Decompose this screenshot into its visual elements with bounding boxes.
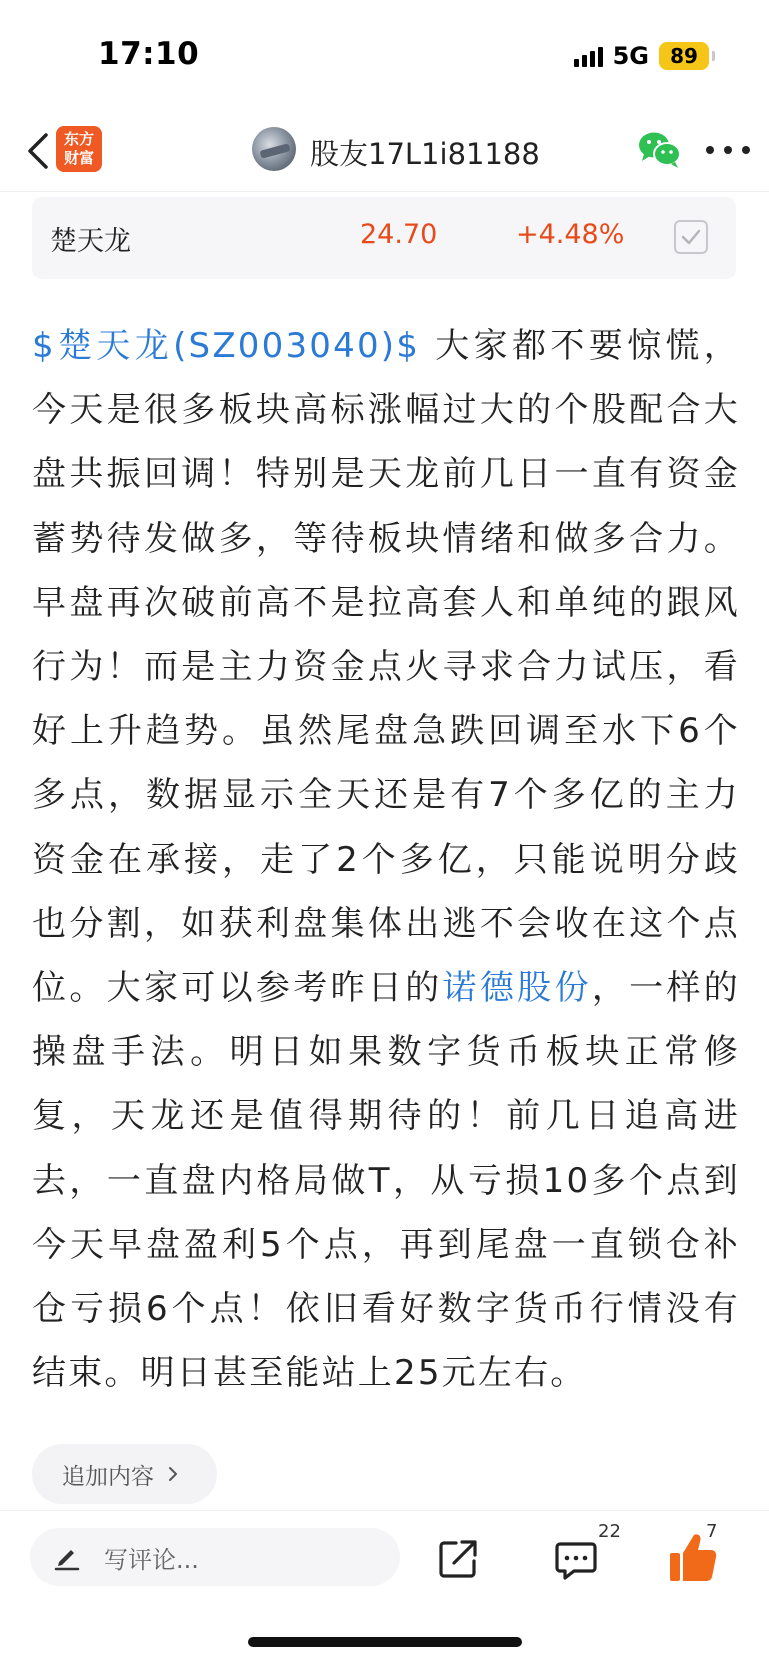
- comments-button[interactable]: [552, 1535, 600, 1583]
- append-content-label: 追加内容: [62, 1463, 154, 1490]
- stock-tag-link[interactable]: $楚天龙(SZ003040)$: [32, 326, 421, 366]
- app-logo[interactable]: [56, 126, 102, 172]
- avatar[interactable]: [252, 127, 296, 171]
- app-logo-line1: 东方: [63, 130, 94, 148]
- related-stock-link[interactable]: 诺德股份: [442, 968, 592, 1009]
- check-icon: [680, 228, 702, 246]
- chevron-right-icon: [168, 1466, 178, 1482]
- like-count: 7: [706, 1521, 718, 1542]
- post-text-part2: ，一样的操盘手法。明日如果数字货币板块正常修复，天龙还是值得期待的！前几日追高进去，一直盘内格局做T，从亏损10多个点到今天早盘盈利5个点，再到尾盘一直锁仓补仓亏损6个点！依旧看好数字货币行情没有结束。明日甚至能站上25元左右。: [32, 968, 740, 1394]
- comment-input[interactable]: [30, 1528, 400, 1586]
- stock-quote-card[interactable]: [32, 197, 736, 279]
- dot: [742, 146, 750, 154]
- cellular-signal-icon: [574, 45, 603, 67]
- nav-bar: [0, 110, 769, 192]
- comment-placeholder: 写评论...: [104, 1545, 199, 1574]
- share-button[interactable]: [434, 1535, 482, 1583]
- add-watchlist-checkbox[interactable]: [674, 220, 708, 254]
- app-logo-line2: 财富: [63, 149, 94, 167]
- comment-icon: [552, 1535, 600, 1583]
- status-bar: [0, 0, 769, 110]
- chevron-left-icon: [27, 132, 49, 170]
- bottom-action-bar: [0, 1510, 769, 1610]
- post-content: [32, 314, 740, 1405]
- back-button[interactable]: [18, 128, 58, 174]
- append-content-button[interactable]: [32, 1444, 217, 1504]
- status-indicators: [574, 38, 709, 74]
- battery-icon: [659, 42, 709, 70]
- home-indicator[interactable]: [248, 1637, 522, 1647]
- network-type: 5G: [612, 42, 649, 70]
- status-time: 17:10: [98, 36, 200, 72]
- battery-level: 89: [670, 44, 698, 68]
- stock-change: +4.48%: [516, 219, 625, 250]
- stock-price: 24.70: [360, 219, 438, 250]
- stock-name: 楚天龙: [50, 226, 131, 257]
- wechat-icon: [638, 130, 682, 170]
- wechat-share-button[interactable]: [638, 130, 682, 170]
- pencil-icon: [54, 1543, 80, 1571]
- page-title[interactable]: 股友17L1i81188: [310, 137, 540, 171]
- comment-count: 22: [598, 1521, 621, 1542]
- post-text-part1: 大家都不要惊慌，今天是很多板块高标涨幅过大的个股配合大盘共振回调！特别是天龙前几日一直有资金蓄势待发做多，等待板块情绪和做多合力。早盘再次破前高不是拉高套人和单纯的跟风行为！而是主力资金点火寻求合力试压，看好上升趋势。虽然尾盘急跌回调至水下6个多点，数据显示全天还是有7个多亿的主力资金在承接，走了2个多亿，只能说明分歧也分割，如获利盘集体出逃不会收在这个点位。大家可以参考昨日的: [32, 326, 740, 1009]
- dot: [706, 146, 714, 154]
- dot: [724, 146, 732, 154]
- more-options-button[interactable]: [706, 134, 750, 166]
- share-icon: [434, 1535, 482, 1583]
